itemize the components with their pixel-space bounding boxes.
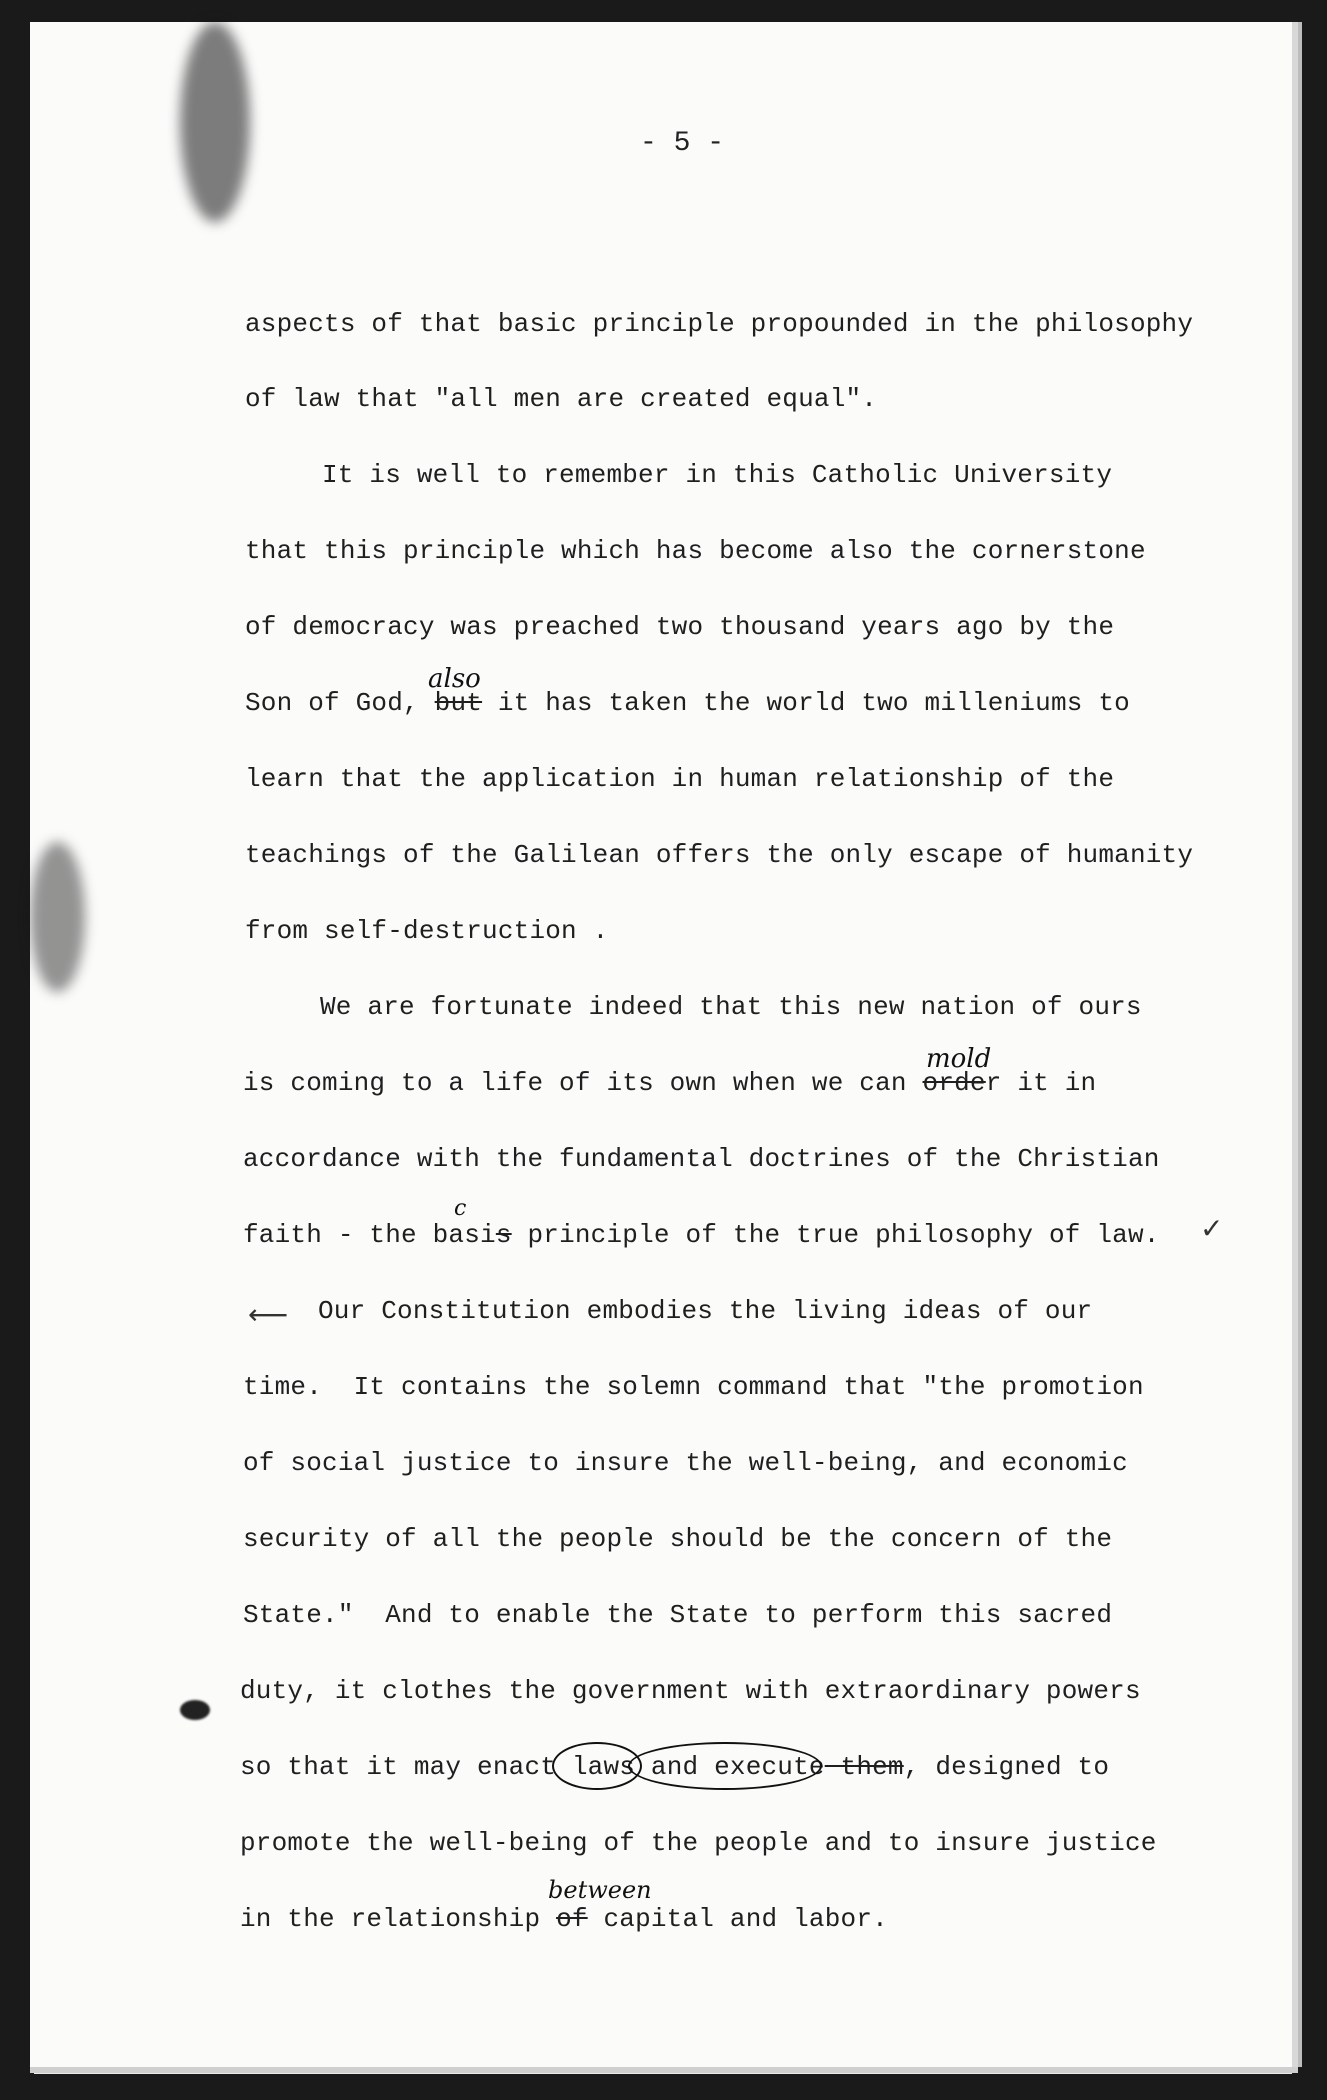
text-line (243, 1220, 1160, 1250)
text-line: promote the well-being of the people and to insure justice (240, 1828, 1157, 1858)
struck-text: of (556, 1904, 588, 1934)
text-line: of social justice to insure the well-being, and economic (243, 1448, 1128, 1478)
text-segment: so that it may enact (240, 1752, 572, 1782)
text-line: duty, it clothes the government with extraordinary powers (240, 1676, 1141, 1706)
text-segment: Son of God, (245, 688, 435, 718)
circled-text: laws (571, 1752, 636, 1782)
text-line: State." And to enable the State to perform this sacred (243, 1600, 1113, 1630)
text-line: It is well to remember in this Catholic University (322, 460, 1113, 490)
text-line: aspects of that basic principle propounded in the philosophy (245, 309, 1194, 339)
text-line: accordance with the fundamental doctrines of the Christian (243, 1144, 1160, 1174)
text-line: learn that the application in human relationship of the (245, 764, 1115, 794)
handwritten-insertion: between (548, 1876, 652, 1904)
text-line: Our Constitution embodies the living ideas of our (318, 1296, 1093, 1326)
handwritten-insertion: c (454, 1196, 467, 1221)
handwritten-insertion: also (428, 664, 481, 694)
text-segment: is coming to a life of its own when we can (243, 1068, 923, 1098)
struck-text: them (824, 1752, 904, 1782)
text-line: teachings of the Galilean offers the only escape of humanity (245, 840, 1194, 870)
text-segment: capital and labor. (587, 1904, 888, 1934)
text-segment: it has taken the world two milleniums to (482, 688, 1130, 718)
text-line (245, 688, 1130, 718)
handwritten-insertion: mold (926, 1044, 992, 1074)
ink-smudge (180, 22, 250, 222)
text-segment: , designed to (903, 1752, 1110, 1782)
circled-text: and execute (650, 1752, 825, 1782)
left-arrow-icon: ⟵ (248, 1298, 289, 1331)
text-segment: r it in (985, 1068, 1097, 1098)
text-line: time. It contains the solemn command that "the promotion (243, 1372, 1144, 1402)
ink-blot (180, 1700, 210, 1720)
check-mark-icon: ✓ (1200, 1212, 1224, 1245)
text-segment: faith - the basi (243, 1220, 496, 1250)
text-segment: principle of the true philosophy of law. (511, 1220, 1160, 1250)
text-segment: in the relationship (240, 1904, 557, 1934)
page-number: - 5 - (640, 128, 725, 159)
ink-smudge (30, 842, 85, 992)
text-line: security of all the people should be the concern of the (243, 1524, 1113, 1554)
text-line: of law that "all men are created equal". (245, 384, 878, 414)
text-line: of democracy was preached two thousand years ago by the (245, 612, 1115, 642)
struck-text: orde (922, 1068, 986, 1098)
text-line: We are fortunate indeed that this new nation of ours (320, 992, 1142, 1022)
struck-text: but (434, 688, 483, 718)
text-line: from self-destruction . (245, 916, 609, 946)
text-line (240, 1904, 888, 1934)
text-line: that this principle which has become also the cornerstone (245, 536, 1146, 566)
struck-text: s (495, 1220, 512, 1250)
handwritten-circle (628, 1742, 822, 1790)
